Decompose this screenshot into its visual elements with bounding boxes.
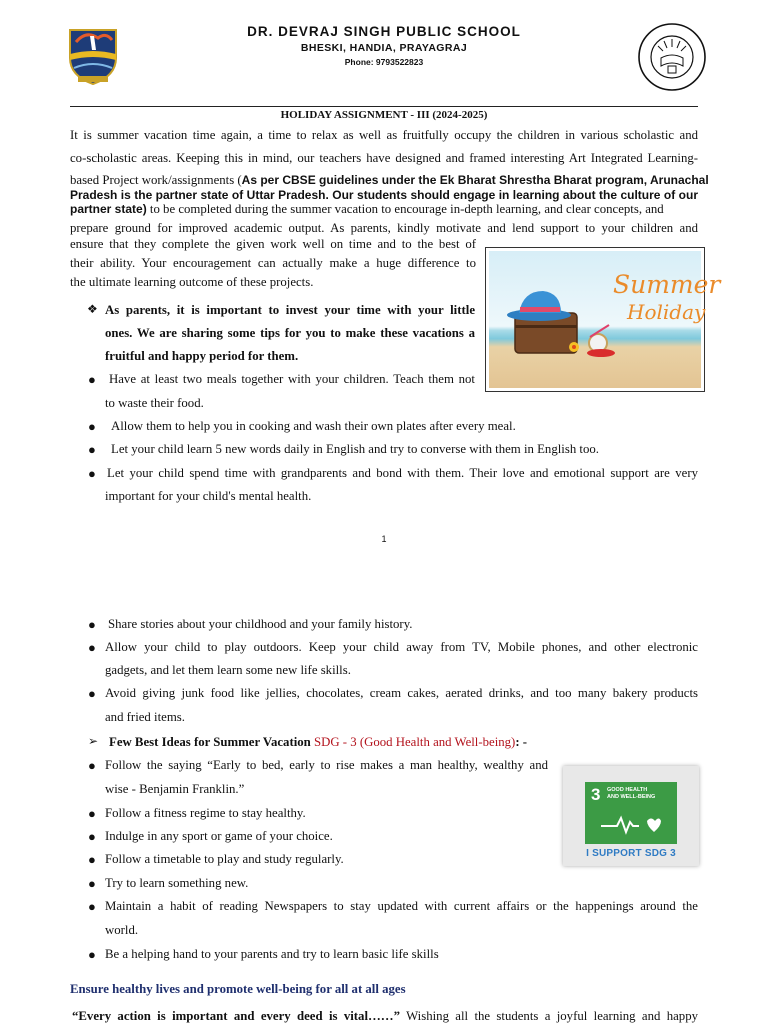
diamond-bullet-icon: ❖ <box>87 302 98 316</box>
tip-cooking: Allow them to help you in cooking and wash their own plates after every meal. <box>111 419 516 433</box>
intro-line-2: co-scholastic areas. Keeping this in mind, our teachers have designed and framed interesting Art Integrated Learning- <box>70 151 698 165</box>
document-title: HOLIDAY ASSIGNMENT - III (2024-2025) <box>280 109 488 121</box>
idea-fitness: Follow a fitness regime to stay healthy. <box>105 806 306 820</box>
bullet-icon: ● <box>88 442 96 457</box>
cbse-guideline-text: As per CBSE guidelines under the Ek Bharat Shrestha Bharat program, Arunachal <box>241 173 709 187</box>
summer-image-title: Summer <box>613 270 721 299</box>
intro-line-4: Pradesh is the partner state of Uttar Pradesh. Our students should engage in learning about the culture of our <box>70 188 698 202</box>
sdg3-badge <box>585 782 677 844</box>
bullet-icon: ● <box>88 758 96 773</box>
school-address: BHESKI, HANDIA, PRAYAGRAJ <box>300 42 468 54</box>
cbse-emblem <box>637 22 707 92</box>
summer-holiday-scene <box>489 251 721 388</box>
intro-line-9: the ultimate learning outcome of these projects. <box>70 275 314 289</box>
sdg-label: SDG - 3 (Good Health and Well-being) <box>314 735 516 749</box>
tip-grandparents-line-1: Let your child spend time with grandparents and bond with them. Their love and emotional support are very <box>107 466 698 480</box>
closing-text: Wishing all the students a joyful learning and happy <box>400 1009 698 1023</box>
tip-english-words: Let your child learn 5 new words daily in English and try to converse with them in English too. <box>111 442 599 456</box>
tip-outdoors-line-1: Allow your child to play outdoors. Keep your child away from TV, Mobile phones, and other electronic <box>105 640 698 654</box>
header-rule <box>70 106 698 107</box>
idea-newspapers-line-2: world. <box>105 923 139 937</box>
bullet-icon: ● <box>88 617 96 632</box>
school-phone: Phone: 9793522823 <box>344 57 424 67</box>
closing-heading: Ensure healthy lives and promote well-being for all at all ages <box>70 982 406 996</box>
tip-junk-food-line-1: Avoid giving junk food like jellies, chocolates, cream cakes, aerated drinks, and too many bakery products <box>105 686 698 700</box>
beach-illustration-icon <box>489 251 721 388</box>
intro-line-8: their ability. Your encouragement can actually make a huge difference to <box>70 256 476 270</box>
bullet-icon: ● <box>88 640 96 655</box>
sdg3-label-2: AND WELL-BEING <box>607 794 656 800</box>
summer-image-subtitle: Holiday <box>627 300 706 324</box>
bullet-icon: ● <box>88 829 96 844</box>
idea-early-to-bed-line-2: wise - Benjamin Franklin.” <box>105 782 245 796</box>
tip-meals-line-1: Have at least two meals together with your children. Teach them not <box>109 372 475 386</box>
intro-line-6: prepare ground for improved academic output. As parents, kindly motivate and lend support to your children and <box>70 221 698 235</box>
tip-grandparents-line-2: important for your child's mental health. <box>105 489 312 503</box>
intro-line-7: ensure that they complete the given work well on time and to the best of <box>70 237 476 251</box>
intro-line-5 <box>70 201 664 217</box>
idea-newspapers-line-1: Maintain a habit of reading Newspapers to stay updated with current affairs or the happenings around the <box>105 899 698 913</box>
intro-line-3-text: based Project work/assignments ( <box>70 173 242 187</box>
intro-line-1: It is summer vacation time again, a time to relax as well as fruitfully occupy the children in various scholastic and <box>70 128 698 142</box>
bullet-icon: ● <box>88 899 96 914</box>
parent-tips-intro-1: As parents, it is important to invest your time with your little <box>105 303 475 317</box>
summer-holiday-image <box>485 247 721 392</box>
bullet-icon: ● <box>88 466 96 481</box>
closing-quote: “Every action is important and every deed is vital……” <box>72 1009 400 1023</box>
parent-tips-intro-2: ones. We are sharing some tips for you to make these vacations a <box>105 326 475 340</box>
bullet-icon: ● <box>88 419 96 434</box>
intro-line-3 <box>70 172 709 188</box>
idea-timetable: Follow a timetable to play and study regularly. <box>105 852 344 866</box>
tip-meals-line-2: to waste their food. <box>105 396 204 410</box>
ideas-heading <box>109 734 527 750</box>
bullet-icon: ● <box>88 372 96 387</box>
sdg3-image <box>563 766 699 866</box>
intro-line-5-text: to be completed during the summer vacation to encourage in-depth learning, and clear concepts, and <box>146 202 664 216</box>
closing-quote-line <box>72 1008 698 1024</box>
tip-stories: Share stories about your childhood and your family history. <box>108 617 413 631</box>
page-number: 1 <box>381 534 387 544</box>
arrow-bullet-icon: ➢ <box>88 734 99 748</box>
sdg3-caption: I SUPPORT SDG 3 <box>586 848 676 859</box>
sdg3-number: 3 <box>591 785 601 804</box>
tip-outdoors-line-2: gadgets, and let them learn some new life skills. <box>105 663 351 677</box>
sdg3-label-1: GOOD HEALTH <box>607 787 648 793</box>
idea-helping-hand: Be a helping hand to your parents and try to learn basic life skills <box>105 947 439 961</box>
partner-state-text: partner state) <box>70 202 147 216</box>
bullet-icon: ● <box>88 947 96 962</box>
tip-junk-food-line-2: and fried items. <box>105 710 185 724</box>
school-name: DR. DEVRAJ SINGH PUBLIC SCHOOL <box>247 24 521 39</box>
idea-early-to-bed-line-1: Follow the saying “Early to bed, early to rise makes a man healthy, wealthy and <box>105 758 548 772</box>
ideas-heading-text: Few Best Ideas for Summer Vacation <box>109 735 311 749</box>
parent-tips-intro-3: fruitful and happy period for them. <box>105 349 299 363</box>
idea-sport: Indulge in any sport or game of your choice. <box>105 829 333 843</box>
heartbeat-icon <box>599 812 663 836</box>
idea-learn-new: Try to learn something new. <box>105 876 249 890</box>
bullet-icon: ● <box>88 686 96 701</box>
bullet-icon: ● <box>88 806 96 821</box>
bullet-icon: ● <box>88 852 96 867</box>
ideas-heading-suffix: : - <box>515 735 528 749</box>
bullet-icon: ● <box>88 876 96 891</box>
cbse-emblem-icon <box>637 22 707 92</box>
